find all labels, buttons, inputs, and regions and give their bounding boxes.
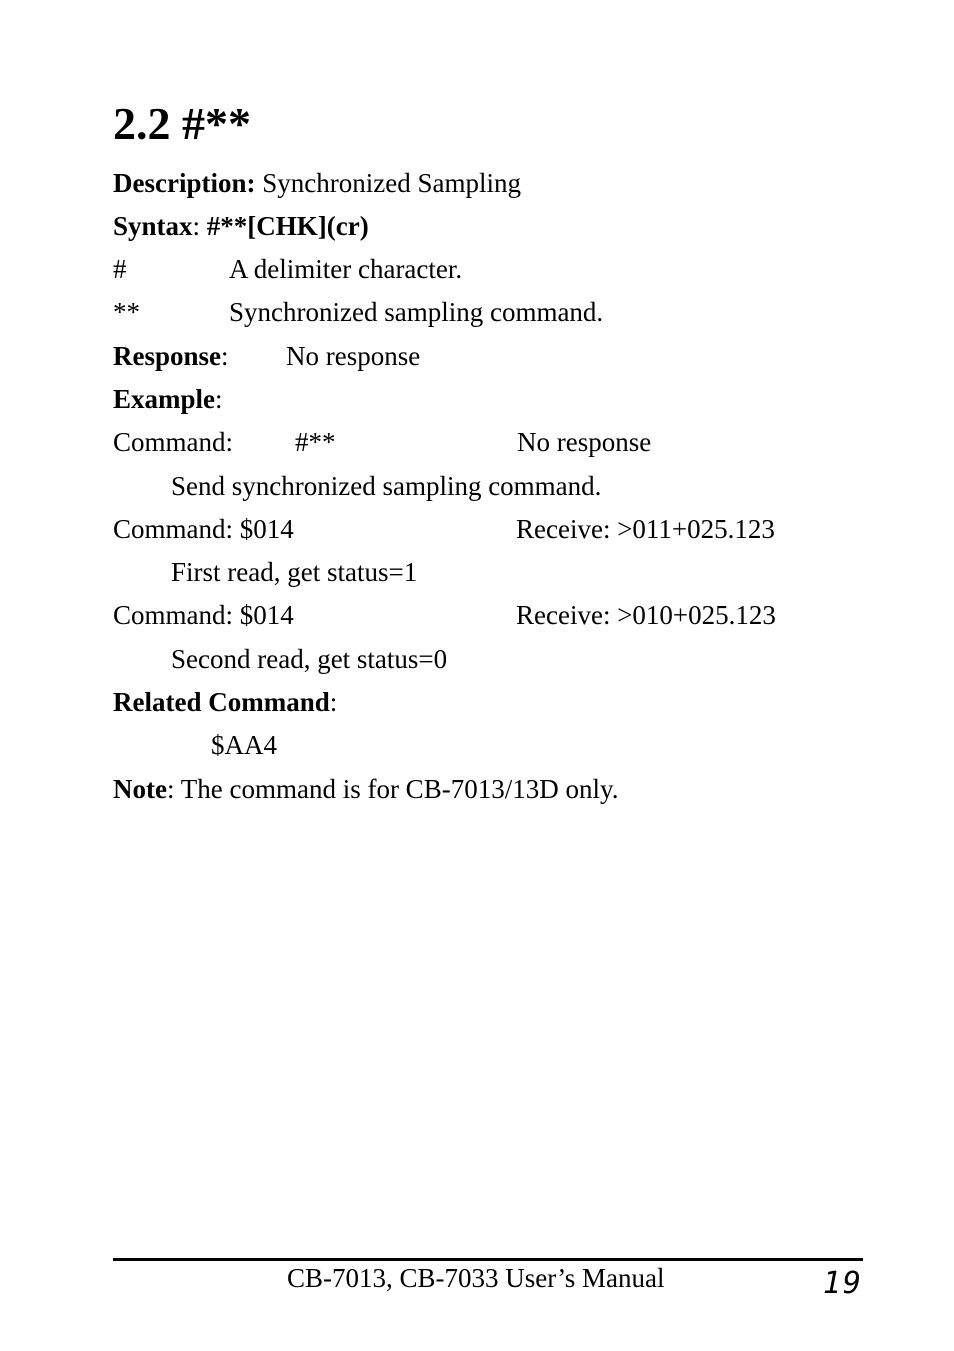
syntax-line <box>113 209 369 243</box>
related-command-item: $AA4 <box>211 730 277 760</box>
example-line <box>113 382 223 416</box>
syntax-value: #**[CHK](cr) <box>206 211 369 241</box>
footer-manual-title: CB-7013, CB-7033 User’s Manual <box>287 1263 665 1293</box>
param-text: A delimiter character. <box>229 254 463 284</box>
example-row <box>113 598 776 632</box>
example-note: Send synchronized sampling command. <box>171 471 602 501</box>
page-number: 19 <box>822 1266 863 1301</box>
example-row <box>113 512 775 546</box>
example-colon: : <box>215 384 223 414</box>
description-label: Description: <box>113 168 256 198</box>
example-command-label: Command: $014 <box>113 600 294 630</box>
example-label: Example <box>113 384 216 414</box>
example-note: Second read, get status=0 <box>171 644 448 674</box>
section-heading: 2.2 #** <box>113 98 251 149</box>
response-label: Response <box>113 341 222 371</box>
related-command-label: Related Command <box>113 687 330 717</box>
related-command-colon: : <box>329 687 338 717</box>
param-row <box>113 295 604 329</box>
param-text: Synchronized sampling command. <box>229 297 604 327</box>
example-command-label: Command: $014 <box>113 514 294 544</box>
example-result: No response <box>517 427 652 457</box>
example-note: First read, get status=1 <box>171 557 418 587</box>
example-result: Receive: >010+025.123 <box>516 600 776 630</box>
note-label: Note <box>113 774 167 804</box>
example-result: Receive: >011+025.123 <box>516 514 775 544</box>
syntax-label: Syntax <box>113 211 193 241</box>
response-line <box>113 339 421 373</box>
example-command-label: Command: <box>113 427 233 457</box>
description-line <box>113 166 521 200</box>
description-text: Synchronized Sampling <box>255 168 521 198</box>
example-row <box>113 425 652 459</box>
related-command-line <box>113 685 337 719</box>
param-symbol: ** <box>113 297 140 327</box>
example-command: #** <box>295 427 336 457</box>
note-text: : The command is for CB-7013/13D only. <box>166 774 619 804</box>
param-symbol: # <box>113 254 127 284</box>
response-text: No response <box>286 341 421 371</box>
note-line <box>113 772 618 806</box>
param-row <box>113 252 463 286</box>
response-colon: : <box>221 341 229 371</box>
syntax-colon: : <box>192 211 207 241</box>
